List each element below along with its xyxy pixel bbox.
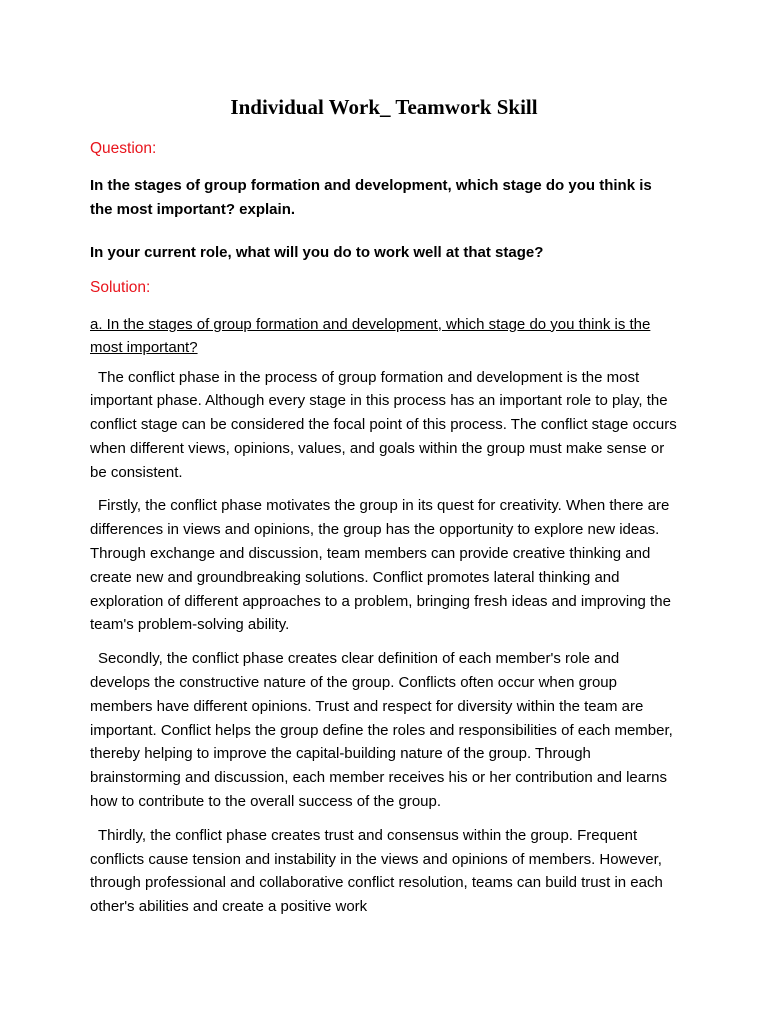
question-2-text: In your current role, what will you do to work well at that stage? bbox=[90, 244, 544, 261]
paragraph-firstly bbox=[90, 494, 678, 637]
paragraph-text: Firstly, the conflict phase motivates the group in its quest for creativity. When there are differences in views and opinions, the group has the opportunity to explore new ideas. Through exchange and discussion, team members can provide creative thinking and create new and groundbreaking solutions. Conflict promotes lateral thinking and exploration of different approaches to a problem, bringing fresh ideas and improving the team's problem-solving ability. bbox=[90, 497, 671, 634]
paragraph-secondly bbox=[90, 647, 678, 814]
question-heading: Question: bbox=[90, 140, 157, 157]
sub-question-a: a. In the stages of group formation and development, which stage do you think is the most important? bbox=[90, 315, 651, 356]
document-title: Individual Work_ Teamwork Skill bbox=[230, 95, 538, 119]
paragraph-text: The conflict phase in the process of group formation and development is the most important phase. Although every stage in this process has an important role to play, the conflict stage can be considered the focal point of this process. The conflict stage occurs when different views, opinions, values, and goals within the group must make sense or be consistent. bbox=[90, 368, 677, 481]
question-1-text: In the stages of group formation and development, which stage do you think is the most important? explain. bbox=[90, 177, 652, 218]
document-content bbox=[90, 92, 678, 929]
paragraph-thirdly bbox=[90, 824, 678, 919]
solution-heading: Solution: bbox=[90, 278, 151, 296]
paragraph-text: Thirdly, the conflict phase creates trust and consensus within the group. Frequent conflicts cause tension and instability in the views and opinions of members. However, through professional and collaborative conflict resolution, teams can build trust in each other's abilities and create a positive work bbox=[90, 826, 663, 916]
paragraph-text: Secondly, the conflict phase creates clear definition of each member's role and develops the constructive nature of the group. Conflicts often occur when group members have different opinions. Trust and respect for diversity within the team are important. Conflict helps the group define the roles and responsibilities of each member, thereby helping to improve the capital-building nature of the group. Through brainstorming and discussion, each member receives his or her contribution and learns how to contribute to the overall success of the group. bbox=[90, 650, 673, 811]
paragraph-conflict-phase-intro bbox=[90, 366, 678, 485]
